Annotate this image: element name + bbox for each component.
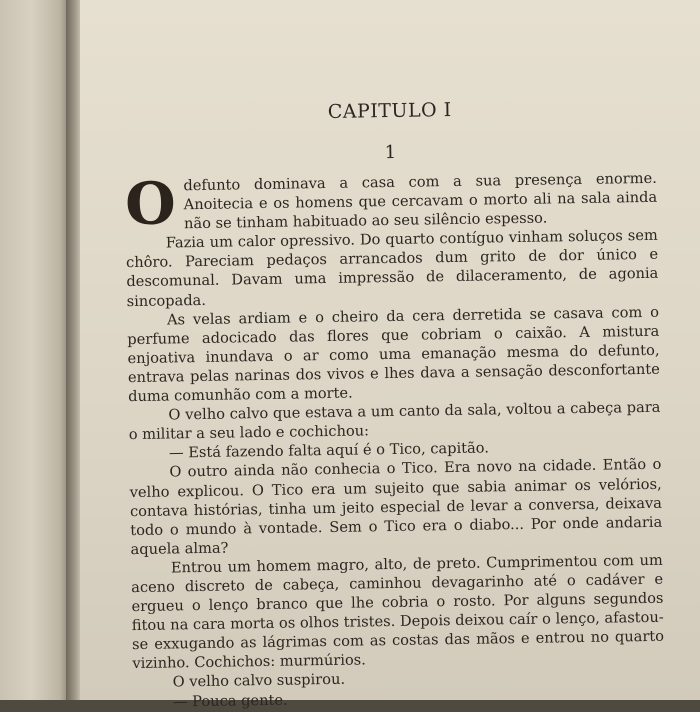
paragraph: — Pouca gente. [172, 691, 288, 710]
drop-cap: O [124, 169, 177, 239]
facing-page-edge [0, 0, 70, 700]
paragraph: O velho calvo que estava a um canto da sala, voltou a cabeça para o militar a seu lado e cochichou: [128, 398, 661, 444]
page-text-block [122, 0, 665, 710]
chapter-title: CAPITULO I [327, 99, 452, 123]
paragraph: — Está fazendo falta aquí é o Tico, capitão. [168, 439, 490, 462]
paragraph: Entrou um homem magro, alto, de preto. Cumprimentou com um aceno discreto de cabeça, caminhou devagarinho até o cadáver e ergueu o lenço branco que lhe cobria o rosto. Por alguns segundos fitou na cara morta os olhos tristes. Depois deixou caír o lenço, afastou-se exxugando as lágrimas com as costas das mãos e entrou no quarto vizinho. Cochichos: murmúrios. [131, 551, 665, 673]
paragraph: O outro ainda não conhecia o Tico. Era novo na cidade. Então o velho explicou. O Tico era um sujeito que sabia animar os velórios, contava histórias, tinha um jeito especial de levar a conversa, deixava todo o mundo à vontade. Sem o Tico era o diabo... Por onde andaria aquela alma? [129, 456, 663, 558]
section-number: 1 [384, 141, 397, 164]
paragraph-text: defunto dominava a casa com a sua presença enorme. Anoitecia e os homens que cercavam o morto ali na sala ainda não se tinham habituado ao seu silêncio espesso. [183, 169, 658, 233]
paragraph: O velho calvo suspirou. [172, 671, 346, 691]
book-page [80, 0, 700, 710]
paragraph: Fazia um calor opressivo. Do quarto contíguo vinham soluços sem chôro. Pareciam pedaços arrancados dum grito de dor único e descomunal. Davam uma impressão de dilaceramento, de agonia sincopada. [125, 227, 659, 310]
paragraph: As velas ardiam e o cheiro da cera derretida se casava com o perfume adocicado das flores que cobriam o caixão. A mistura enjoativa inundava o ar como uma emanação mesma do defunto, entrava pelas narinas dos vivos e lhes dava a sensação desconfortante duma comunhão com a morte. [127, 303, 660, 406]
paragraph [124, 169, 658, 239]
body-text [125, 169, 665, 712]
